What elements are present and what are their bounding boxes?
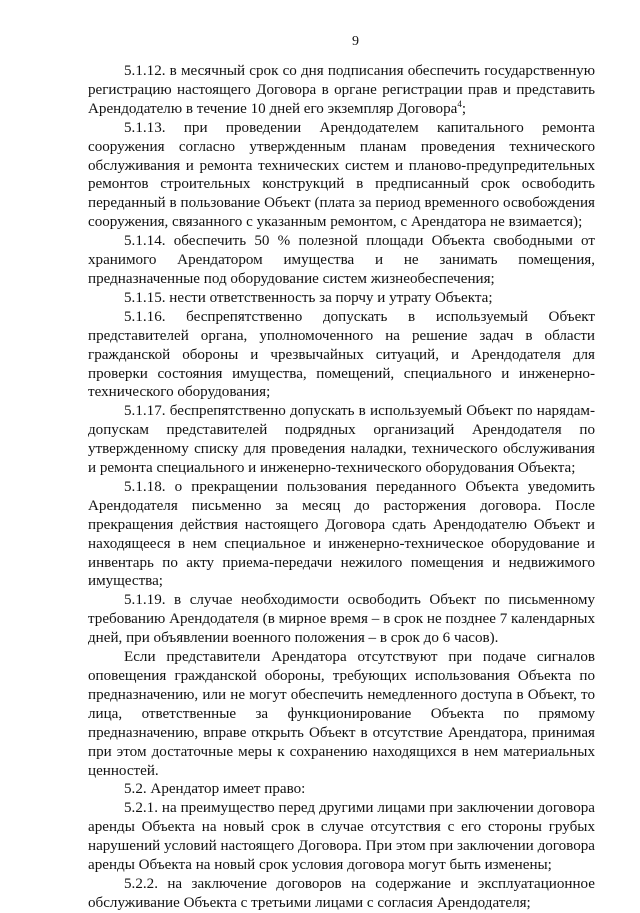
paragraph-5-1-15: 5.1.15. нести ответственность за порчу и утрату Объекта;: [124, 289, 493, 306]
paragraph-civil-defense-note: Если представители Арендатора отсутствуют при подаче сигналов оповещения гражданской обороны, требующих использования Объекта по предназначению, или не могут обеспечить немедленного доступа в Объект, то лица, ответственные за функционирование Объекта по прямому предназначению, вправе открыть Объект в отсутствие Арендатора, принимая при этом достаточные меры к сохранению находящихся в нем материальных ценностей.: [88, 649, 595, 779]
paragraph-5-1-16: 5.1.16. беспрепятственно допускать в используемый Объект представителей органа, уполномоченного на решение задач в области гражданской обороны и чрезвычайных ситуаций, и Арендодателя для проверки состояния имущества, помещений, специального и инженерно-технического оборудования;: [88, 308, 595, 401]
paragraph-text: 5.1.12. в месячный срок со дня подписания обеспечить государственную регистрацию настоящего Договора в органе регистрации прав и представить Арендодателю в течение 10 дней его экземпляр Договора: [88, 63, 595, 117]
paragraph-5-1-13: 5.1.13. при проведении Арендодателем капитального ремонта сооружения согласно утвержденным планам проведения технического обслуживания и ремонта технических систем и планово-предупредительных ремонтов строительных конструкций в предписанный срок освободить переданный в пользование Объект (плата за период временного освобождения сооружения, связанного с указанным ремонтом, с Арендатора не взимается);: [88, 119, 595, 231]
paragraph-5-2-1: 5.2.1. на преимущество перед другими лицами при заключении договора аренды Объекта на новый срок в случае отсутствия с его стороны грубых нарушений условий настоящего Договора. При этом при заключении договора аренды Объекта на новый срок условия договора могут быть изменены;: [88, 800, 595, 874]
paragraph-5-2: 5.2. Арендатор имеет право:: [124, 781, 306, 798]
page-number: 9: [352, 34, 359, 49]
paragraph-5-2-2: 5.2.2. на заключение договоров на содержание и эксплуатационное обслуживание Объекта с третьими лицами с согласия Арендодателя;: [88, 875, 595, 911]
footnote-marker: 4: [457, 98, 462, 109]
paragraph-5-1-17: 5.1.17. беспрепятственно допускать в используемый Объект по нарядам-допускам представителей подрядных организаций Арендодателя по утвержденному списку для проведения наладки, технического обслуживания и ремонта специального и инженерно-технического оборудования Объекта;: [88, 403, 595, 477]
paragraph-5-1-12: [88, 62, 595, 119]
paragraph-5-1-18: 5.1.18. о прекращении пользования переданного Объекта уведомить Арендодателя письменно за месяц до расторжения договора. После прекращения действия настоящего Договора сдать Арендодателю Объект и находящееся в нем специальное и инженерно-техническое оборудование и инвентарь по акту приема-передачи нежилого помещения и недвижимого имущества;: [88, 478, 595, 590]
paragraph-5-1-14: 5.1.14. обеспечить 50 % полезной площади Объекта свободными от хранимого Арендатором имущества и не занимать помещения, предназначенные под оборудование систем жизнеобеспечения;: [88, 233, 595, 287]
paragraph-5-1-19: 5.1.19. в случае необходимости освободить Объект по письменному требованию Арендодателя (в мирное время – в срок не позднее 7 календарных дней, при объявлении военного положения – в срок до 6 часов).: [88, 592, 595, 647]
paragraph-tail: ;: [461, 100, 467, 117]
